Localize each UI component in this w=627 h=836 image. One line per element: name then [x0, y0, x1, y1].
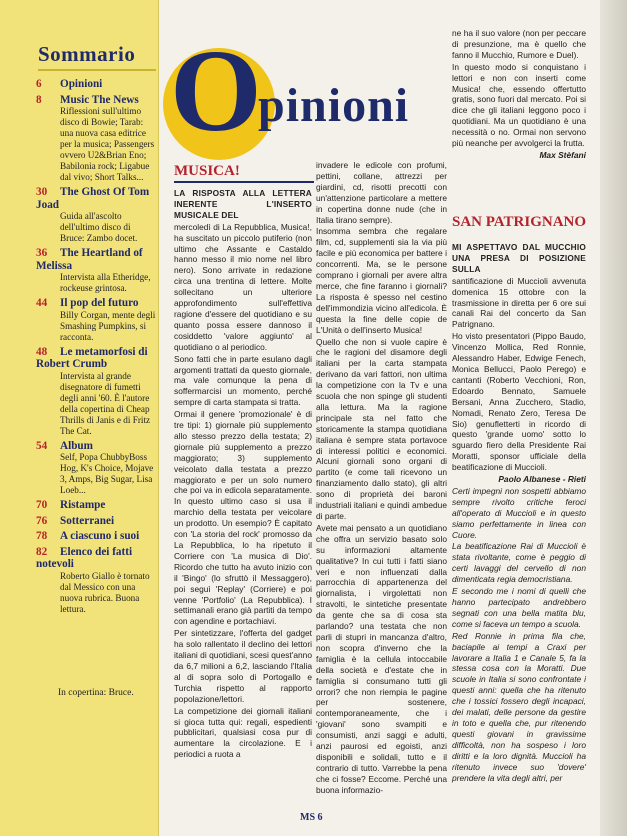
- paragraph: Sono fatti che in parte esulano dagli argomenti trattati da questo giornale, ma vale comunque la pena di soffermarcisi un momento, perché sempre di carta stampata si tratta.: [174, 353, 312, 408]
- paragraph: Ho visto presentatori (Pippo Baudo, Vincenzo Mollica, Red Ronnie, Alessandro Haber, Edwige Fenech, Monica Bellucci, Paolo Perego) e cantanti (Roberto Vecchioni, Ron, Edoardo Bennato, Samuele Bersani, Anna Zucchero, Stadio, Nomadi, Renato Zero, Teresa De Sio) genufletterti in ricordo di questo 'grande uomo' sotto lo sguardo fiero della Presidente Rai Moratti, sponsor ufficiale della beatificazione di Muccioli.: [452, 331, 586, 473]
- toc-desc: Self, Popa ChubbyBoss Hog, K's Choice, Mojave 3, Amps, Big Sugar, Lisa Loeb...: [60, 452, 154, 495]
- toc-item[interactable]: [36, 297, 156, 343]
- toc-page: 6: [36, 78, 42, 90]
- reply-paragraph: La beatificazione Rai di Muccioli è stata rivoltante, come è peggio di certi lavaggi del cervello di non dimenticata regia democristiana.: [452, 541, 586, 585]
- paragraph: Insomma sembra che regalare film, cd, supplementi sia la via più facile e più economica per battere i concorrenti. Ma, se le persone comprano i giornali per avere altra merce, che fine faranno i giornali? La risposta è spesso nel cestino dell'immondizia vicino all'edicola. È questa la fine delle copie de L'Unità o dell'inserto Musica!: [316, 226, 447, 335]
- toc-title: Album: [60, 439, 93, 452]
- toc-title: A ciascuno i suoi: [60, 530, 140, 542]
- cover-note: In copertina: Bruce.: [58, 688, 134, 698]
- article-column-c: [452, 28, 586, 162]
- toc-item[interactable]: [36, 530, 156, 543]
- toc-title: Il pop del futuro: [60, 297, 139, 309]
- toc-page: 48: [36, 345, 48, 358]
- toc-item[interactable]: [36, 78, 156, 91]
- toc-page: 70: [36, 499, 48, 511]
- toc-desc: Guida all'ascolto dell'ultimo disco di Bruce: Zambo docet.: [60, 211, 138, 243]
- toc-desc: Intervista al grande disegnatore di fumetti degli anni '60. È l'autore della copertina di Cheap Thrills di Janis e di Fritz The Cat.: [60, 370, 151, 436]
- toc-desc: Roberto Giallo è tornato dal Messico con una nuova rubrica. Buona lettura.: [60, 570, 150, 614]
- toc-page: 44: [36, 297, 48, 309]
- toc-page: 82: [36, 545, 48, 558]
- toc-title: Music The News: [60, 93, 139, 106]
- section-heading-musica: MUSICA!: [174, 163, 240, 179]
- page-gutter: [600, 0, 627, 836]
- toc-desc: Intervista alla Etheridge, rockeuse grintosa.: [60, 272, 151, 293]
- toc-item[interactable]: [36, 499, 156, 512]
- article-lead: LA RISPOSTA ALLA LETTERA INERENTE L'INSERTO MUSICALE DEL: [174, 188, 312, 220]
- toc-title: Elenco dei fatti notevoli: [36, 545, 133, 570]
- toc-item[interactable]: [36, 515, 156, 528]
- paragraph: Avete mai pensato a un quotidiano che offra un servizio basato solo su informazioni altamente qualitative? In cui tutti i fatti siano veri e non influenzati dalla parrocchia di appartenenza del giornalista, i virgolettati non stravolti, le sintetiche presentate da gente che sa di cosa sta parlando? una testata che non parli di stupri in mancanza d'altro, non scopra d'inverno che la famiglia è la cellula intoccabile della società e d'estate che in famiglia si consumano tutti gli orrori? che non riempia le pagine per sostenere, contemporaneamente, che i 'giovani' sono svampiti e consumisti, anzi saggi e adulti, anzi paurosi ed egoisti, anzi disponibili e solidali, tutto e il contrario di tutto. Varrebbe la pena che ci fosse? Eccome. Perché una buona informazio-: [316, 522, 447, 795]
- toc-page: 78: [36, 530, 48, 542]
- section-heading-san-patrignano: SAN PATRIGNANO: [452, 214, 587, 230]
- divider: [174, 181, 314, 183]
- toc-item[interactable]: [36, 346, 156, 437]
- opinioni-o-letter: O: [170, 25, 262, 156]
- toc-title: Opinioni: [60, 78, 103, 90]
- toc-item[interactable]: [36, 440, 156, 497]
- reply-paragraph: E secondo me i nomi di quelli che hanno partecipato andrebbero segnati con una bella matita blu, come si faceva un tempo a scuola.: [452, 586, 586, 629]
- article-column-b: [316, 160, 447, 797]
- toc-item[interactable]: [36, 186, 156, 244]
- toc-title: The Heartland of Melissa: [36, 247, 143, 272]
- signature: Max Stèfani: [539, 149, 586, 160]
- page-title: pinioni: [258, 79, 410, 132]
- toc-desc: Riflessioni sull'ultimo disco di Bowie; Tarab: una nuova casa editrice per la musica; Passengers ovvero U2&Brian Eno; Babilonia rock; Ligabue dal vivo; Short Talks...: [60, 106, 155, 182]
- reply-paragraph: Certi impegni non sospetti abbiamo sempre rivolto critiche feroci all'operato di Muccioli e in questo siamo perfettamente in linea con Cuore.: [452, 485, 586, 540]
- toc-item[interactable]: [36, 247, 156, 294]
- toc-title: Sotterranei: [60, 514, 115, 527]
- article-column-san-patrignano: [452, 242, 586, 784]
- paragraph: invadere le edicole con profumi, pettini, collane, attrezzi per giardini, cd, risotti precotti con un'attenzione particolare a mettere in copertina donne nude (che in Italia tirano sempre).: [316, 160, 447, 225]
- paragraph: Quello che non si vuole capire è che le ragioni del disamore degli italiani per la carta stampata derivano da vari fattori, non ultima la competizione con la Tv e una scuola che non spinge gli studenti alla lettura. Ma la ragione principale sta nel fatto che storicamente la stampa quotidiana italiana è sempre stata portavoce di interessi politici e economici. Alcuni giornali sono organi di partito (e come tali ricevono un finanziamento dallo stato), gli altri sono di proprietà dei baroni industriali italiani e quindi ambedue di parte.: [316, 336, 447, 521]
- article-column-a: [174, 188, 312, 761]
- sidebar: [0, 0, 159, 836]
- toc-list: [36, 78, 156, 618]
- paragraph: ne ha il suo valore (non per peccare di presunzione, ma è quello che fanno il Mucchio, Rumore e Duel).: [452, 28, 586, 60]
- paragraph: santificazione di Muccioli avvenuta domenica 15 ottobre con la trasmissione in diretta per 6 ore sui canali Rai del concerto da San Patrignano.: [452, 275, 586, 330]
- toc-page: 36: [36, 247, 48, 259]
- page-number: MS 6: [300, 812, 323, 823]
- signature: Paolo Albanese - Rieti: [498, 474, 586, 485]
- toc-title: Le metamorfosi di Robert Crumb: [36, 345, 148, 370]
- toc-page: 30: [36, 186, 48, 198]
- reply-paragraph: Red Ronnie in prima fila che, baciapile ai tempi a Craxi per lavorare a Italia 1 e Canale 5, fa la stessa cosa con la Moratti. Due scuole in Italia si sono confrontate i questi anni: quella che ha ritenuto che i tossici fossero degli incapaci, dei malati, delle persone da gestire in toto e quella che, pur ritenendo questi giovani in gravissime difficoltà, non ha sospeso i loro diritti e la loro dignità. Muccioli ha ritenuto invece suo 'dovere' prendere la vita degli altri, per: [452, 630, 586, 783]
- article-lead: MI ASPETTAVO DAL MUCCHIO UNA PRESA DI POSIZIONE SULLA: [452, 242, 586, 274]
- toc-page: 8: [36, 93, 42, 106]
- toc-page: 76: [36, 514, 48, 527]
- paragraph: Per sintetizzare, l'offerta del gadget ha solo rallentato il declino dei lettori italiani di quotidiani, scesi quest'anno da 6,7 milioni a 6,2, lasciando l'Italia al di sopra solo di Portogallo e Turchia rispetto al rapporto popolazione/lettori.: [174, 628, 312, 704]
- paragraph: La competizione dei giornali italiani si gioca tutta qui: regali, espedienti pubblicitari, qualsiasi cosa pur di aumentare la circolazione. E i periodici a ruota a: [174, 705, 312, 760]
- sommario-title: Sommario: [38, 42, 156, 71]
- paragraph: In questo modo si conquistano i lettori e non con inserti come Musica! che, essendo offertutto gratis, sono fuori dal mercato. Poi si dice che gli italiani leggono poco i quotidiani. Ma un quotidiano è una necessità o no. Ormai non servono più neanche per avvolgerci la frutta.: [452, 61, 586, 149]
- toc-page: 54: [36, 439, 48, 452]
- toc-item[interactable]: [36, 546, 156, 615]
- paragraph: Ormai il genere 'promozionale' è di tre tipi: 1) giornale più supplemento allo stesso prezzo della testata; 2) giornale più supplemento a prezzo maggiorato; 3) supplemento veicolato dalla testata a prezzo maggiorato e per un solo numero che poi va in edicola separatamente. In questo ultimo caso si usa il marchio della testata per veicolare un prodotto. Un esempio? È capitato con 'La storia del rock' promosso da La Repubblica, lo ha ripetuto il Corriere con 'La musica di Dio'. Ricordo che tutto ha avuto inizio con il 'Bingo' (lo sfruttò il Messaggero), poi seguì 'Replay' (Corriere) e poi venne 'Portfolio' (La Repubblica). I settimanali erano già partiti da tempo con agendine e portachiavi.: [174, 409, 312, 627]
- toc-desc: Billy Corgan, mente degli Smashing Pumpkins, si racconta.: [60, 309, 156, 342]
- toc-title: Ristampe: [60, 499, 106, 511]
- paragraph: mercoledì di La Repubblica, Musica!, ha suscitato un piccolo putiferio (non ultimo che Assante e Castaldo hanno messo il mio nome nel libro nero). Sono arrivate in redazione circa una trentina di lettere. Molte sollecitano un ulteriore approfondimento sull'effettiva ragione d'essere del quotidiano e su quanto possa essere dannoso il cosiddetto 'valore aggiunto' al quotidiano o al periodico.: [174, 221, 312, 352]
- toc-title: The Ghost Of Tom Joad: [36, 186, 150, 211]
- toc-item[interactable]: [36, 94, 156, 184]
